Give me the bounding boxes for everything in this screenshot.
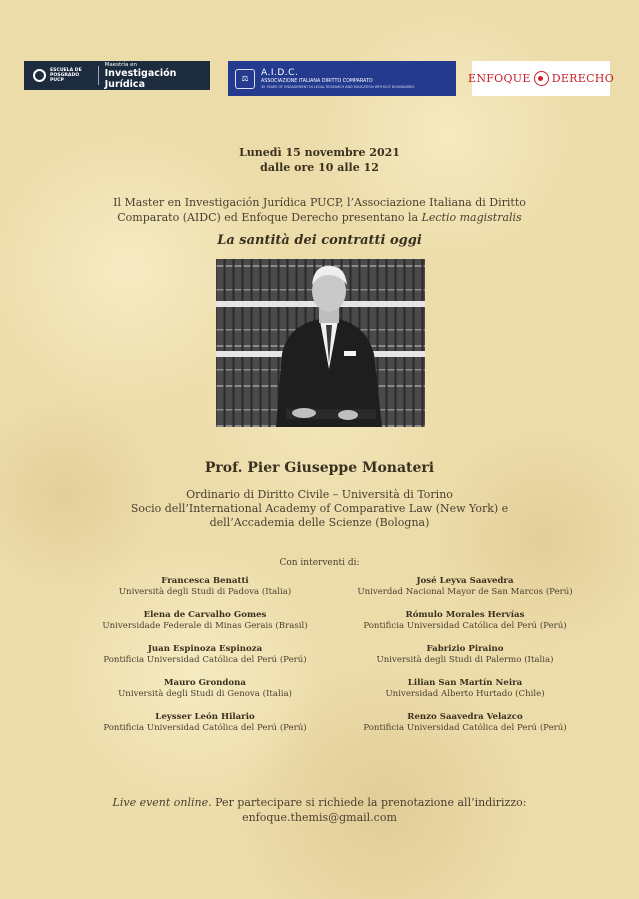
intro-line-1: Il Master en Investigación Jurídica PUCP, l’Associazione Italiana di Diritto [113,196,526,209]
pucp-emblem-icon [33,69,46,82]
panelist-name: Juan Espinoza Espinoza [147,644,263,654]
speaker-name: Prof. Pier Giuseppe Monateri [204,460,435,476]
registration-text: . Per partecipare si richiede la prenotazione all’indirizzo: [208,796,527,809]
derecho-word: DERECHO [551,72,615,85]
panelist-affiliation: Univerdad Nacional Mayor de San Marcos (Perú) [357,587,573,597]
event-time: dalle ore 10 alle 12 [260,161,379,174]
pucp-program-small: Maestría en [104,61,137,68]
intro-line-2-text: Comparato (AIDC) ed Enfoque Derecho presentano la [117,211,422,224]
registration-line [0,795,639,810]
pucp-divider [98,66,99,85]
aidc-logo-text [261,68,414,90]
affiliation-line-1: Ordinario di Diritto Civile – Università di Torino [186,488,453,501]
panelist [55,678,355,700]
panelist-name: Leysser León Hilario [155,712,255,722]
pucp-line-1: ESCUELA DE [50,68,82,73]
affiliation-line-3: dell’Accademia delle Scienze (Bologna) [209,516,430,529]
live-event-label: Live event online [112,796,209,809]
speaker-affiliation [0,488,639,530]
panelist-affiliation: Università degli Studi di Genova (Italia) [118,689,292,699]
enfoque-dot-icon [534,71,549,86]
panelist-name: Elena de Carvalho Gomes [143,610,267,620]
event-date-block [0,145,639,175]
panelist-affiliation: Università degli Studi di Palermo (Italia) [376,655,554,665]
event-date: Lunedì 15 novembre 2021 [239,146,400,159]
panelist-name: Francesca Benatti [161,576,249,586]
panelist-name: José Leyva Saavedra [416,576,514,586]
aidc-emblem-icon: ⚖ [235,69,255,89]
contact-email[interactable]: enfoque.themis@gmail.com [242,811,397,824]
panelist [315,576,615,598]
pucp-logo [24,61,210,90]
panelist [55,576,355,598]
panelist-name: Lilian San Martín Neira [407,678,523,688]
pucp-line-2: POSGRADO [50,73,80,78]
panelist-name: Rómulo Morales Hervías [405,610,525,620]
interventions-label: Con interventi di: [279,558,360,568]
aidc-subtitle: ASSOCIAZIONE ITALIANA DIRITTO COMPARATO [261,78,373,84]
panelist-affiliation: Universidad Alberto Hurtado (Chile) [385,689,545,699]
pucp-program-name: Investigación Jurídica [104,67,177,90]
enfoque-derecho-logo [467,61,615,96]
speaker-photo-illustration [216,259,425,427]
panelist-affiliation: Pontificia Universidad Católica del Perú (Perú) [363,621,567,631]
pucp-line-3: PUCP [50,78,64,83]
aidc-logo [228,61,456,96]
panelist [55,644,355,666]
panelist-affiliation: Pontificia Universidad Católica del Perú (Perú) [103,655,307,665]
intro-line-2-italic: Lectio magistralis [421,211,522,224]
registration-info [0,795,639,825]
lecture-title: La santità dei contratti oggi [217,233,422,248]
panelist [55,610,355,632]
panelist-name: Renzo Saavedra Velazco [407,712,523,722]
panelist [315,678,615,700]
speaker-photo [216,259,425,427]
panelist [315,644,615,666]
panelist-affiliation: Universidade Federale di Minas Gerais (Brasil) [102,621,308,631]
enfoque-word: ENFOQUE [467,72,531,85]
pucp-program [105,62,210,90]
event-intro [0,195,639,225]
aidc-title: A.I.D.C. [261,67,299,78]
panelist-name: Fabrizio Piraino [426,644,504,654]
panelist-affiliation: Università degli Studi di Padova (Italia) [118,587,292,597]
affiliation-line-2: Socio dell’International Academy of Comparative Law (New York) e [130,502,509,515]
panelist [55,712,355,734]
aidc-tagline: 30 YEARS OF ENGAGEMENT IN LEGAL RESEARCH AND EDUCATION WITHOUT BOUNDARIES [261,84,415,89]
panelist [315,712,615,734]
intro-line-2 [0,210,639,225]
panelist-name: Mauro Grondona [164,678,246,688]
panelist [315,610,615,632]
panelist-affiliation: Pontificia Universidad Católica del Perú (Perú) [363,723,567,733]
panelist-affiliation: Pontificia Universidad Católica del Perú (Perú) [103,723,307,733]
pucp-logo-left-text [50,68,96,83]
